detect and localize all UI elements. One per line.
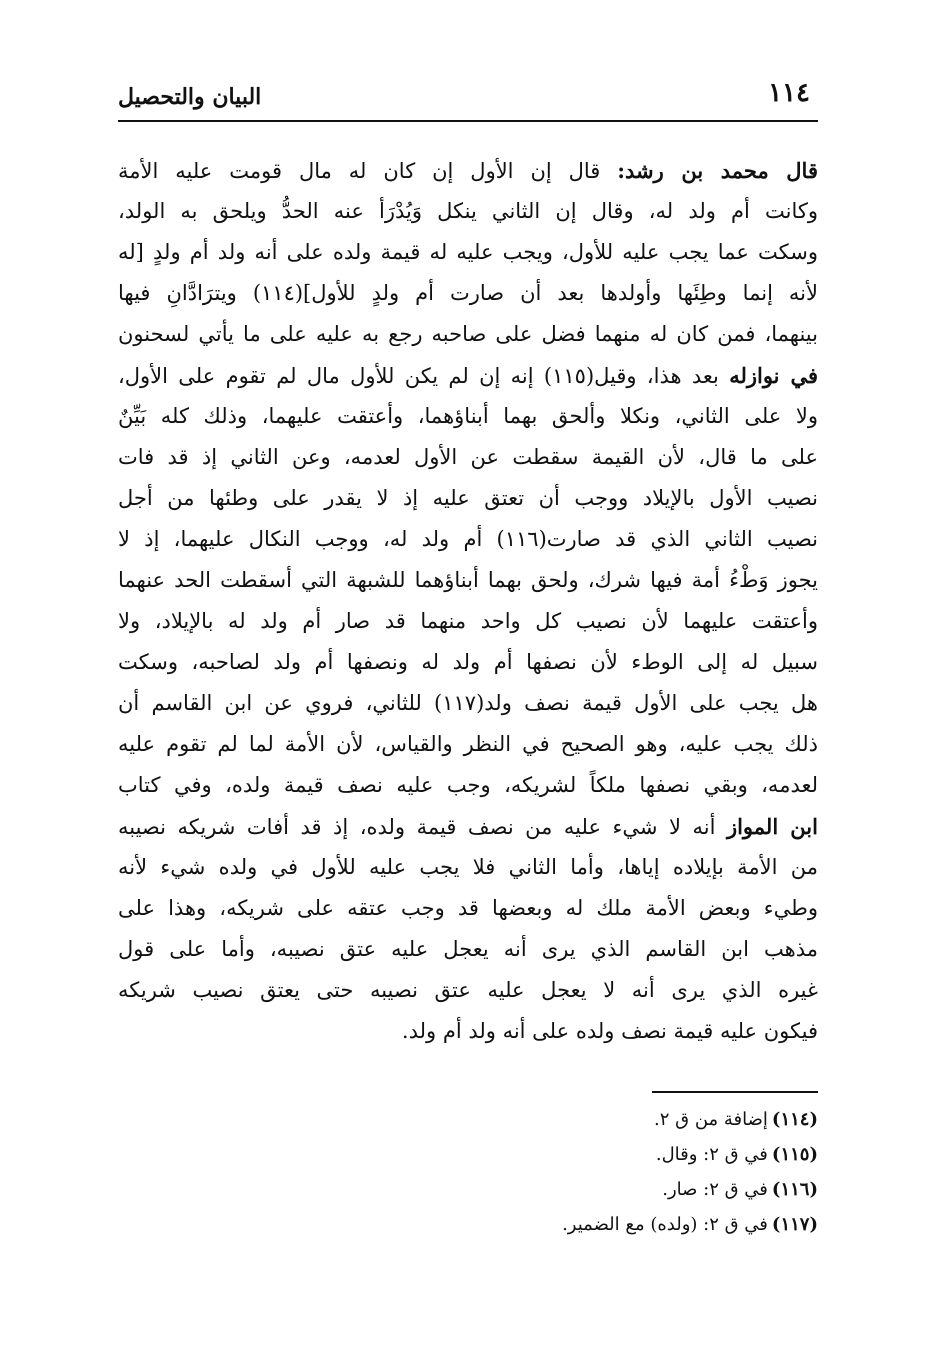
text-line: ذلك يجب عليه، وهو الصحيح في النظر والقياس، لأن الأمة لما لم تقوم عليه xyxy=(118,732,818,756)
text-line: فيكون عليه قيمة نصف ولده على أنه ولد أم ولد. xyxy=(401,1019,818,1043)
page-number: ١١٤ xyxy=(768,78,810,108)
text-line: ابن المواز أنه لا شيء عليه من نصف قيمة ولده، إذ قد أفات شريكه نصيبه xyxy=(118,814,818,839)
author-name: ابن المواز xyxy=(726,814,818,839)
text-line: وكانت أم ولد له، وقال إن الثاني ينكل وَيُدْرَأ عنه الحدُّ ويلحق به الولد، xyxy=(118,199,818,223)
text-line: سبيل له إلى الوطء لأن نصفها أم ولد له ونصفها أم ولد لصاحبه، وسكت xyxy=(118,650,818,674)
running-title: البيان والتحصيل xyxy=(118,84,262,110)
footnotes xyxy=(418,1102,818,1242)
text-line: قال محمد بن رشد: قال إن الأول إن كان له مال قومت عليه الأمة xyxy=(118,158,818,183)
footnote-divider xyxy=(652,1091,818,1093)
text-line: يجوز وَطْءُ أمة فيها شرك، ولحق بهما أبناؤهما للشبهة التي أسقطت الحد عنهما xyxy=(118,568,818,592)
text-line: غيره الذي يرى أنه لا يعجل عليه عتق نصيبه حتى يعتق نصيب شريكه xyxy=(118,978,818,1002)
text-line: لأنه إنما وطِئَها وأولدها بعد أن صارت أم ولدٍ للأول](١١٤) ويترَادَّانِ فيها xyxy=(118,281,818,305)
text-line: بينهما، فمن كان له منهما فضل على صاحبه رجع به عليه على ما يأتي لسحنون xyxy=(118,322,818,346)
text-line: نصيب الثاني الذي قد صارت(١١٦) أم ولد له، ووجب النكال عليهما، إذ لا xyxy=(118,527,818,551)
footnote xyxy=(418,1102,818,1137)
text-line: وأعتقت عليهما لأن نصيب كل واحد منهما قد صار أم ولد له بالإيلاد، ولا xyxy=(118,609,818,633)
text-line: وطيء وبعض الأمة ملك له وبعضها قد وجب عتقه على شريكه، وهذا على xyxy=(118,896,818,920)
footnote-number: (١١٤) xyxy=(771,1109,818,1130)
footnote xyxy=(418,1172,818,1207)
text-line: وسكت عما يجب عليه للأول، ويجب عليه له قيمة ولده على أنه ولد أم ولدٍ [له xyxy=(118,240,818,264)
footnote-text: في ق ٢: صار. xyxy=(662,1179,768,1200)
page-header xyxy=(118,78,818,118)
footnote-text: في ق ٢: وقال. xyxy=(655,1144,768,1165)
work-title: في نوازله xyxy=(729,363,818,388)
speaker-name: قال محمد بن رشد: xyxy=(617,158,818,183)
text-line: نصيب الأول بالإيلاد ووجب أن تعتق عليه إذ لا يقدر على وطئها من أجل xyxy=(118,486,818,510)
header-divider xyxy=(118,120,818,122)
text-line: على ما قال، لأن القيمة سقطت عن الأول لعدمه، وعن الثاني إذ قد فات xyxy=(118,445,818,469)
text-line: مذهب ابن القاسم الذي يرى أنه يعجل عليه عتق نصيبه، وأما على قول xyxy=(118,937,818,961)
footnote xyxy=(418,1137,818,1172)
footnote-number: (١١٥) xyxy=(771,1144,818,1165)
footnote-number: (١١٦) xyxy=(771,1179,818,1200)
footnote-text: في ق ٢: (ولده) مع الضمير. xyxy=(562,1214,768,1235)
footnote xyxy=(418,1207,818,1242)
text-line: ولا على الثاني، ونكلا وألحق بهما أبناؤهما، وأعتقت عليهما، وذلك كله بَيِّنٌ xyxy=(118,404,818,428)
footnote-number: (١١٧) xyxy=(771,1214,818,1235)
footnote-text: إضافة من ق ٢. xyxy=(654,1109,768,1130)
text-line: من الأمة بإيلاده إياها، وأما الثاني فلا يجب عليه للأول في ولده شيء لأنه xyxy=(118,855,818,879)
text-line: هل يجب على الأول قيمة نصف ولد(١١٧) للثاني، فروي عن ابن القاسم أن xyxy=(118,691,818,715)
text-line: في نوازله بعد هذا، وقيل(١١٥) إنه إن لم يكن للأول مال لم تقوم على الأول، xyxy=(118,363,818,388)
text-line: لعدمه، وبقي نصفها ملكاً لشريكه، وجب عليه نصف قيمة ولده، وفي كتاب xyxy=(118,773,818,797)
main-text xyxy=(118,150,818,1052)
